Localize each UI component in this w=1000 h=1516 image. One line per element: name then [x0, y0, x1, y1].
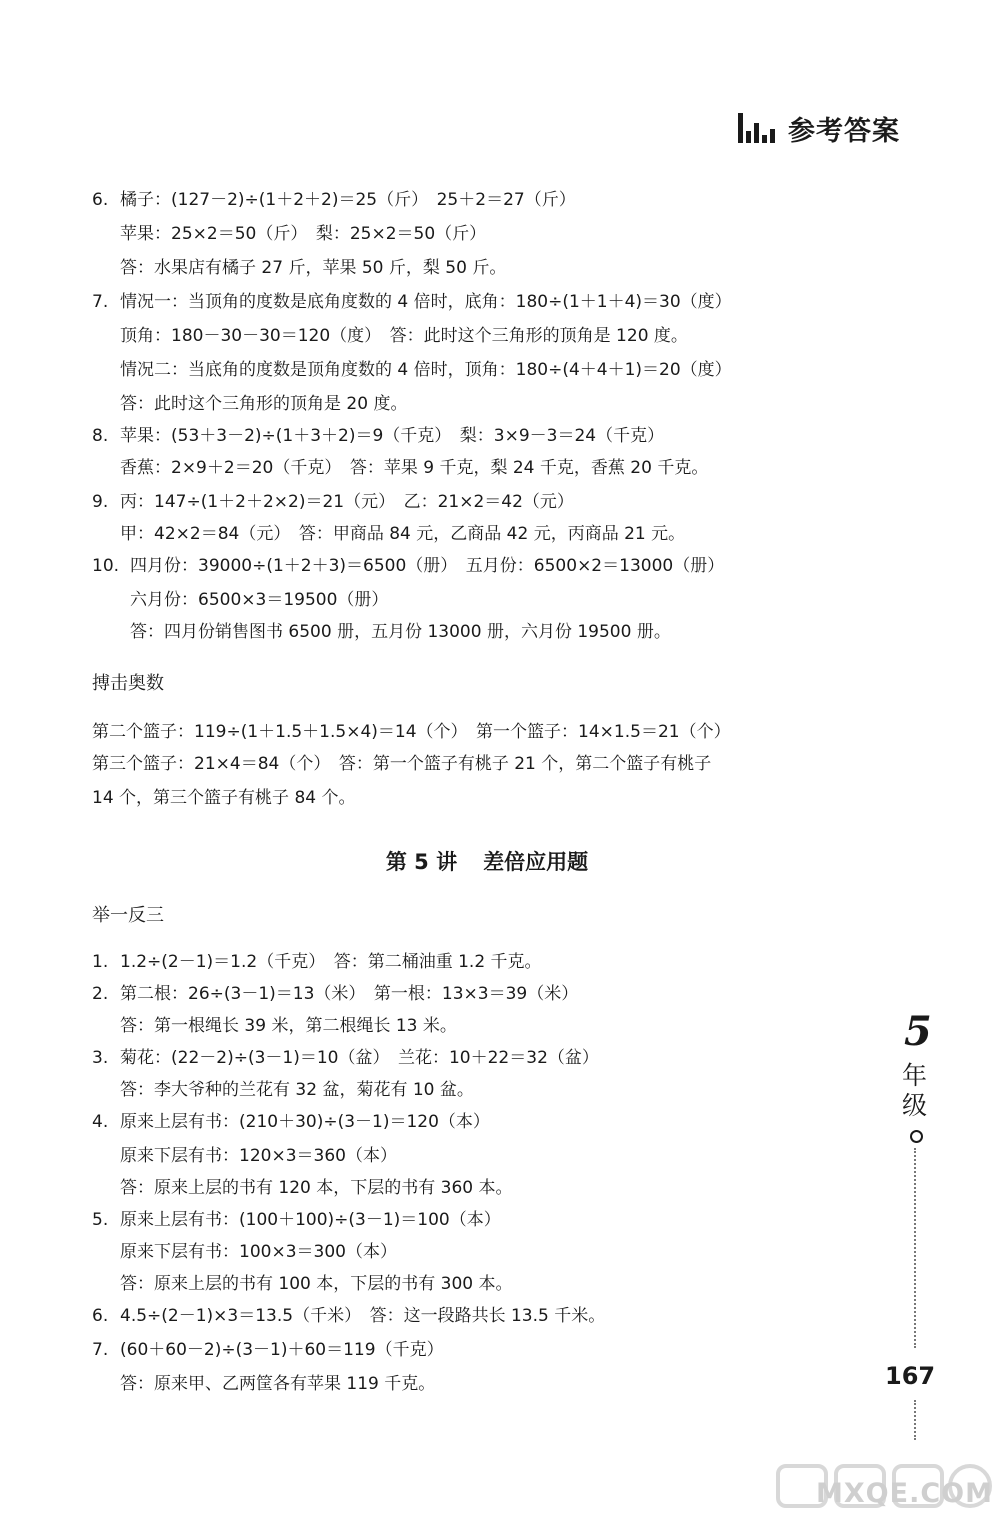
problem-7-line-4: 答：此时这个三角形的顶角是 20 度。 — [120, 394, 408, 414]
page-number: 167 — [885, 1362, 936, 1390]
olympiad-line-3: 14 个，第三个篮子有桃子 84 个。 — [92, 788, 356, 808]
problem-number: 7. — [92, 1340, 109, 1360]
practice-3-line-2: 答：李大爷种的兰花有 32 盆，菊花有 10 盆。 — [120, 1080, 474, 1100]
problem-9-line-2: 甲：42×2＝84（元） 答：甲商品 84 元，乙商品 42 元，丙商品 21 元。 — [120, 524, 686, 544]
practice-7-line-2: 答：原来甲、乙两筐各有苹果 119 千克。 — [120, 1374, 436, 1394]
practice-5-line-2: 原来下层有书：100×3＝300（本） — [120, 1242, 397, 1262]
problem-10-line-2: 六月份：6500×3＝19500（册） — [130, 590, 389, 610]
olympiad-line-1: 第二个篮子：119÷(1＋1.5＋1.5×4)＝14（个） 第一个篮子：14×1.5＝21（个） — [92, 722, 731, 742]
problem-7-line-3: 情况二：当底角的度数是顶角度数的 4 倍时，顶角：180÷(4＋4＋1)＝20（度） — [120, 360, 732, 380]
problem-8-line-2: 香蕉：2×9＋2＝20（千克） 答：苹果 9 千克，梨 24 千克，香蕉 20 千克。 — [120, 458, 709, 478]
problem-number: 7. — [92, 292, 109, 312]
problem-number: 3. — [92, 1048, 109, 1068]
practice-heading: 举一反三 — [92, 905, 164, 926]
watermark-text: MXQE.COM — [816, 1478, 993, 1509]
practice-7-line-1: 7. (60＋60－2)÷(3－1)＋60＝119（千克） — [92, 1340, 444, 1360]
lecture-number: 第 5 讲 — [385, 850, 458, 874]
circle-icon — [910, 1130, 923, 1143]
olympiad-heading: 搏击奥数 — [92, 673, 164, 694]
dotted-line-lower — [914, 1400, 916, 1440]
grade-number: 5 — [904, 1008, 932, 1055]
practice-5-line-1: 5. 原来上层有书：(100＋100)÷(3－1)＝100（本） — [92, 1210, 501, 1230]
olympiad-line-2: 第三个篮子：21×4＝84（个） 答：第一个篮子有桃子 21 个，第二个篮子有桃子 — [92, 754, 712, 774]
problem-6-line-1: 6. 橘子：(127－2)÷(1＋2＋2)＝25（斤） 25＋2＝27（斤） — [92, 190, 576, 210]
practice-4-line-1: 4. 原来上层有书：(210＋30)÷(3－1)＝120（本） — [92, 1112, 490, 1132]
problem-7-line-2: 顶角：180－30－30＝120（度） 答：此时这个三角形的顶角是 120 度。 — [120, 326, 688, 346]
practice-4-line-3: 答：原来上层的书有 120 本，下层的书有 360 本。 — [120, 1178, 513, 1198]
practice-2-line-1: 2. 第二根：26÷(3－1)＝13（米） 第一根：13×3＝39（米） — [92, 984, 579, 1004]
problem-8-line-1: 8. 苹果：(53＋3－2)÷(1＋3＋2)＝9（千克） 梨：3×9－3＝24（千克） — [92, 426, 665, 446]
header-title: 参考答案 — [788, 115, 900, 147]
problem-6-line-2: 苹果：25×2＝50（斤） 梨：25×2＝50（斤） — [120, 224, 487, 244]
header — [738, 108, 900, 148]
problem-number: 10. — [92, 556, 120, 576]
problem-10-line-3: 答：四月份销售图书 6500 册，五月份 13000 册，六月份 19500 册。 — [130, 622, 671, 642]
problem-number: 2. — [92, 984, 109, 1004]
problem-number: 5. — [92, 1210, 109, 1230]
bar-chart-icon — [738, 113, 778, 143]
problem-number: 1. — [92, 952, 109, 972]
problem-number: 4. — [92, 1112, 109, 1132]
grade-char-2: 级 — [902, 1091, 928, 1120]
problem-number: 8. — [92, 426, 109, 446]
problem-10-line-1: 10. 四月份：39000÷(1＋2＋3)＝6500（册） 五月份：6500×2＝13000（册） — [92, 556, 725, 576]
problem-7-line-1: 7. 情况一：当顶角的度数是底角度数的 4 倍时，底角：180÷(1＋1＋4)＝30（度） — [92, 292, 732, 312]
practice-5-line-3: 答：原来上层的书有 100 本，下层的书有 300 本。 — [120, 1274, 513, 1294]
practice-2-line-2: 答：第一根绳长 39 米，第二根绳长 13 米。 — [120, 1016, 457, 1036]
problem-number: 6. — [92, 190, 109, 210]
problem-9-line-1: 9. 丙：147÷(1＋2＋2×2)＝21（元） 乙：21×2＝42（元） — [92, 492, 574, 512]
dotted-line — [914, 1148, 916, 1348]
practice-4-line-2: 原来下层有书：120×3＝360（本） — [120, 1146, 397, 1166]
grade-char-1: 年 — [902, 1061, 928, 1090]
problem-number: 9. — [92, 492, 109, 512]
section-title — [92, 846, 882, 876]
practice-3-line-1: 3. 菊花：(22－2)÷(3－1)＝10（盆） 兰花：10＋22＝32（盆） — [92, 1048, 599, 1068]
practice-6-line-1: 6. 4.5÷(2－1)×3＝13.5（千米） 答：这一段路共长 13.5 千米。 — [92, 1306, 606, 1326]
problem-number: 6. — [92, 1306, 109, 1326]
lecture-title: 差倍应用题 — [483, 850, 589, 874]
problem-6-line-3: 答：水果店有橘子 27 斤，苹果 50 斤，梨 50 斤。 — [120, 258, 507, 278]
practice-1-line-1: 1. 1.2÷(2－1)＝1.2（千克） 答：第二桶油重 1.2 千克。 — [92, 952, 542, 972]
